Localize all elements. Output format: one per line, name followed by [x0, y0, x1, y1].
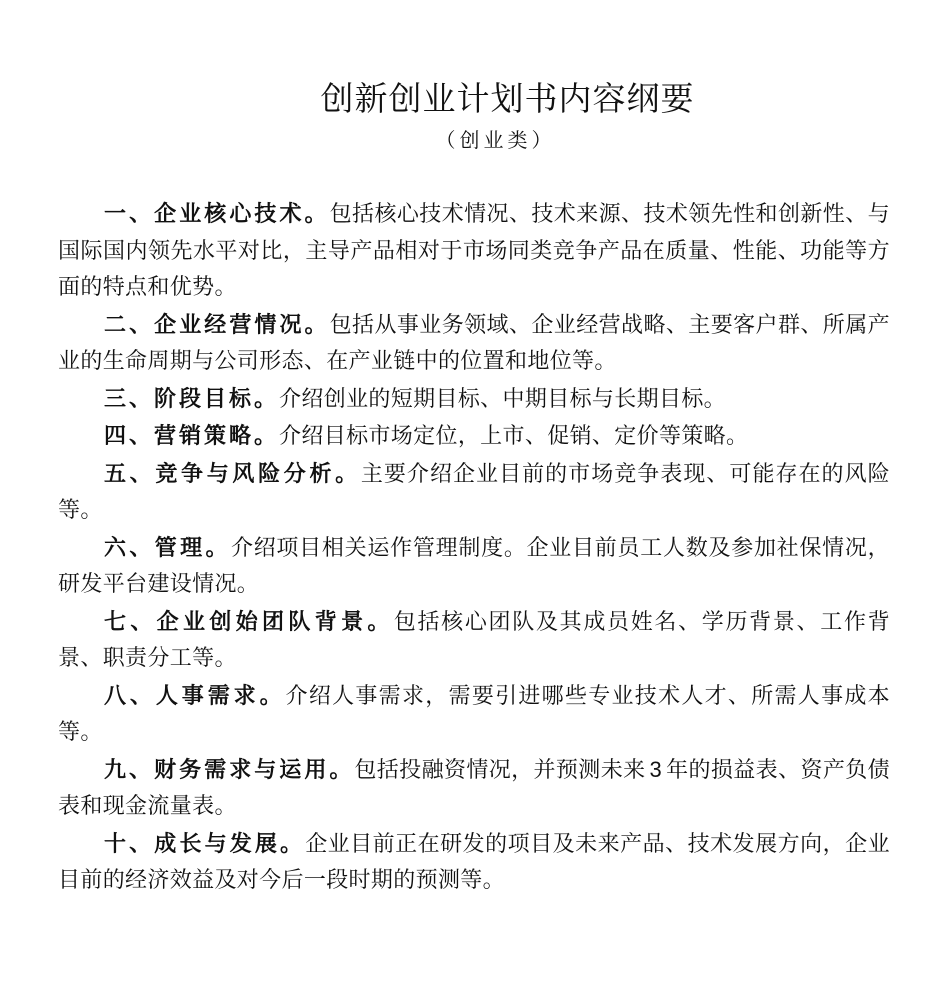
- section-heading: 五、竞争与风险分析。: [104, 460, 361, 487]
- section-text: 介绍创业的短期目标、中期目标与长期目标。: [279, 386, 727, 412]
- document-body: [58, 196, 890, 900]
- section-heading: 十、成长与发展。: [104, 830, 306, 857]
- section-heading: 二、企业经营情况。: [104, 311, 330, 338]
- section-text: 包括核心技术情况、技术来源、技术领先性和创新性、与国际国内领先水平对比，主导产品相对于市场同类竞争产品在质量、性能、功能等方面的特点和优势。: [58, 202, 890, 300]
- section-heading: 四、营销策略。: [104, 423, 280, 449]
- section-business-operations: [58, 307, 890, 381]
- section-founding-team: [58, 604, 890, 678]
- section-heading: 八、人事需求。: [104, 682, 286, 709]
- section-text: 介绍项目相关运作管理制度。企业目前员工人数及参加社保情况，研发平台建设情况。: [58, 535, 890, 597]
- section-text: 包括从事业务领域、企业经营战略、主要客户群、所属产业的生命周期与公司形态、在产业链中的位置和地位等。: [58, 312, 890, 374]
- section-stage-goals: [58, 381, 890, 419]
- section-personnel-needs: [58, 678, 890, 752]
- forecast-years-number: 3: [649, 756, 663, 782]
- section-growth-development: [58, 826, 890, 900]
- section-text: 介绍目标市场定位，上市、促销、定价等策略。: [279, 424, 749, 449]
- section-financial-needs: [58, 752, 890, 826]
- section-heading: 六、管理。: [104, 534, 231, 561]
- section-management: [58, 530, 890, 604]
- section-heading: 七、企业创始团队背景。: [104, 608, 394, 635]
- section-text: 介绍人事需求，需要引进哪些专业技术人才、所需人事成本等。: [58, 683, 890, 745]
- section-text: 主要介绍企业目前的市场竞争表现、可能存在的风险等。: [58, 461, 890, 523]
- section-text: 年的损益表、资产负债表和现金流量表。: [58, 757, 890, 819]
- section-heading: 一、企业核心技术。: [104, 201, 330, 227]
- section-heading: 九、财务需求与运用。: [104, 756, 355, 783]
- section-text: 包括投融资情况，并预测未来: [354, 757, 646, 783]
- section-heading: 三、阶段目标。: [104, 385, 280, 412]
- section-text: 企业目前正在研发的项目及未来产品、技术发展方向，企业目前的经济效益及对今后一段时期的预测等。: [58, 831, 890, 893]
- document-subtitle: （创业类）: [435, 128, 556, 152]
- document-title: 创新创业计划书内容纲要: [320, 79, 695, 118]
- section-core-technology: [58, 196, 890, 307]
- section-marketing-strategy: [58, 418, 890, 456]
- section-text: 包括核心团队及其成员姓名、学历背景、工作背景、职责分工等。: [58, 609, 890, 671]
- section-competition-risk: [58, 456, 890, 530]
